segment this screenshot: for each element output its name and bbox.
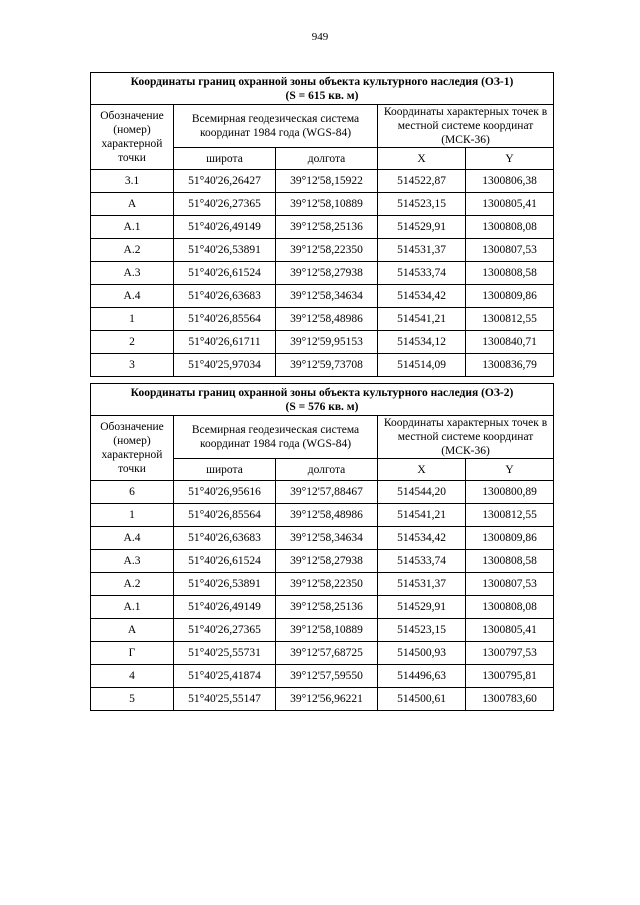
cell-y: 1300805,41 — [466, 193, 554, 216]
cell-lat: 51°40'26,53891 — [174, 239, 276, 262]
cell-lon: 39°12'58,10889 — [276, 619, 378, 642]
cell-lon: 39°12'57,59550 — [276, 665, 378, 688]
cell-lat: 51°40'26,63683 — [174, 527, 276, 550]
table-row — [91, 688, 554, 711]
table-row — [91, 527, 554, 550]
cell-x: 514496,63 — [378, 665, 466, 688]
header-wgs: Всемирная геодезическая система координат 1984 года (WGS-84) — [174, 416, 378, 459]
table-row — [91, 596, 554, 619]
table-row — [91, 665, 554, 688]
table-row — [91, 216, 554, 239]
cell-point: А.1 — [91, 596, 174, 619]
cell-y: 1300806,38 — [466, 170, 554, 193]
cell-lon: 39°12'58,15922 — [276, 170, 378, 193]
header-lon: долгота — [276, 148, 378, 170]
cell-point: 1 — [91, 308, 174, 331]
cell-lat: 51°40'26,61524 — [174, 262, 276, 285]
header-lat: широта — [174, 459, 276, 481]
table-row — [91, 239, 554, 262]
cell-x: 514534,42 — [378, 285, 466, 308]
cell-y: 1300795,81 — [466, 665, 554, 688]
table-title — [91, 73, 554, 105]
cell-y: 1300783,60 — [466, 688, 554, 711]
cell-lat: 51°40'26,49149 — [174, 216, 276, 239]
cell-lat: 51°40'26,61524 — [174, 550, 276, 573]
cell-point: А.2 — [91, 573, 174, 596]
header-x: X — [378, 459, 466, 481]
header-local: Координаты характерных точек в местной системе координат (МСК-36) — [378, 105, 554, 148]
table-row — [91, 573, 554, 596]
header-x: X — [378, 148, 466, 170]
table-row — [91, 193, 554, 216]
header-local: Координаты характерных точек в местной системе координат (МСК-36) — [378, 416, 554, 459]
header-wgs: Всемирная геодезическая система координат 1984 года (WGS-84) — [174, 105, 378, 148]
cell-point: А — [91, 619, 174, 642]
header-point: Обозначение (номер) характерной точки — [91, 416, 174, 481]
cell-y: 1300809,86 — [466, 285, 554, 308]
cell-lon: 39°12'58,25136 — [276, 216, 378, 239]
cell-point: А.4 — [91, 527, 174, 550]
cell-point: А.3 — [91, 262, 174, 285]
table-row — [91, 550, 554, 573]
cell-lat: 51°40'26,53891 — [174, 573, 276, 596]
header-y: Y — [466, 459, 554, 481]
cell-point: А.2 — [91, 239, 174, 262]
cell-x: 514529,91 — [378, 216, 466, 239]
header-lat: широта — [174, 148, 276, 170]
cell-y: 1300836,79 — [466, 354, 554, 377]
cell-x: 514514,09 — [378, 354, 466, 377]
cell-x: 514522,87 — [378, 170, 466, 193]
cell-lat: 51°40'26,26427 — [174, 170, 276, 193]
cell-x: 514523,15 — [378, 619, 466, 642]
cell-point: 5 — [91, 688, 174, 711]
table-area: (S = 615 кв. м) — [285, 89, 359, 102]
cell-lon: 39°12'58,22350 — [276, 239, 378, 262]
cell-lat: 51°40'26,27365 — [174, 193, 276, 216]
cell-lon: 39°12'59,95153 — [276, 331, 378, 354]
cell-point: Г — [91, 642, 174, 665]
table-row — [91, 354, 554, 377]
cell-lon: 39°12'58,34634 — [276, 285, 378, 308]
cell-lat: 51°40'25,97034 — [174, 354, 276, 377]
table-title-text: Координаты границ охранной зоны объекта культурного наследия (ОЗ-2) — [130, 386, 514, 399]
table-row — [91, 285, 554, 308]
cell-x: 514500,93 — [378, 642, 466, 665]
cell-point: А.4 — [91, 285, 174, 308]
table-row — [91, 331, 554, 354]
header-lon: долгота — [276, 459, 378, 481]
table-row — [91, 504, 554, 527]
cell-lat: 51°40'26,49149 — [174, 596, 276, 619]
cell-lat: 51°40'26,27365 — [174, 619, 276, 642]
header-y: Y — [466, 148, 554, 170]
cell-point: 1 — [91, 504, 174, 527]
table-row — [91, 262, 554, 285]
cell-lat: 51°40'25,55731 — [174, 642, 276, 665]
page-number: 949 — [311, 31, 329, 43]
cell-y: 1300808,08 — [466, 596, 554, 619]
table-row — [91, 481, 554, 504]
cell-lat: 51°40'26,85564 — [174, 308, 276, 331]
header-point: Обозначение (номер) характерной точки — [91, 105, 174, 170]
cell-x: 514541,21 — [378, 308, 466, 331]
cell-x: 514523,15 — [378, 193, 466, 216]
cell-x: 514534,42 — [378, 527, 466, 550]
table-title — [91, 384, 554, 416]
cell-y: 1300812,55 — [466, 308, 554, 331]
cell-point: А — [91, 193, 174, 216]
cell-lon: 39°12'58,48986 — [276, 504, 378, 527]
cell-lon: 39°12'58,27938 — [276, 550, 378, 573]
table-area: (S = 576 кв. м) — [285, 400, 359, 413]
cell-point: 2 — [91, 331, 174, 354]
cell-point: 3 — [91, 354, 174, 377]
cell-point: А.1 — [91, 216, 174, 239]
cell-y: 1300800,89 — [466, 481, 554, 504]
cell-lat: 51°40'26,61711 — [174, 331, 276, 354]
cell-x: 514534,12 — [378, 331, 466, 354]
cell-y: 1300807,53 — [466, 239, 554, 262]
cell-y: 1300808,58 — [466, 550, 554, 573]
cell-lat: 51°40'26,95616 — [174, 481, 276, 504]
cell-x: 514531,37 — [378, 573, 466, 596]
cell-lat: 51°40'26,63683 — [174, 285, 276, 308]
cell-point: А.3 — [91, 550, 174, 573]
cell-lon: 39°12'58,10889 — [276, 193, 378, 216]
table-row — [91, 619, 554, 642]
cell-lon: 39°12'59,73708 — [276, 354, 378, 377]
cell-x: 514533,74 — [378, 550, 466, 573]
cell-lon: 39°12'58,48986 — [276, 308, 378, 331]
cell-x: 514544,20 — [378, 481, 466, 504]
cell-x: 514529,91 — [378, 596, 466, 619]
cell-y: 1300808,08 — [466, 216, 554, 239]
cell-lat: 51°40'25,41874 — [174, 665, 276, 688]
cell-point: 3.1 — [91, 170, 174, 193]
cell-y: 1300809,86 — [466, 527, 554, 550]
cell-x: 514531,37 — [378, 239, 466, 262]
coordinates-table-oz2 — [90, 383, 554, 711]
cell-lon: 39°12'56,96221 — [276, 688, 378, 711]
cell-y: 1300840,71 — [466, 331, 554, 354]
table-title-text: Координаты границ охранной зоны объекта культурного наследия (ОЗ-1) — [130, 75, 514, 88]
cell-x: 514533,74 — [378, 262, 466, 285]
cell-lon: 39°12'58,27938 — [276, 262, 378, 285]
cell-lon: 39°12'58,25136 — [276, 596, 378, 619]
cell-y: 1300808,58 — [466, 262, 554, 285]
cell-lon: 39°12'58,34634 — [276, 527, 378, 550]
table-row — [91, 170, 554, 193]
cell-lat: 51°40'25,55147 — [174, 688, 276, 711]
table-row — [91, 642, 554, 665]
coordinates-table-oz1 — [90, 72, 554, 377]
cell-point: 4 — [91, 665, 174, 688]
cell-y: 1300807,53 — [466, 573, 554, 596]
cell-lon: 39°12'57,88467 — [276, 481, 378, 504]
cell-lon: 39°12'58,22350 — [276, 573, 378, 596]
cell-x: 514500,61 — [378, 688, 466, 711]
cell-x: 514541,21 — [378, 504, 466, 527]
cell-y: 1300805,41 — [466, 619, 554, 642]
cell-lat: 51°40'26,85564 — [174, 504, 276, 527]
cell-lon: 39°12'57,68725 — [276, 642, 378, 665]
cell-y: 1300812,55 — [466, 504, 554, 527]
cell-y: 1300797,53 — [466, 642, 554, 665]
cell-point: 6 — [91, 481, 174, 504]
table-row — [91, 308, 554, 331]
